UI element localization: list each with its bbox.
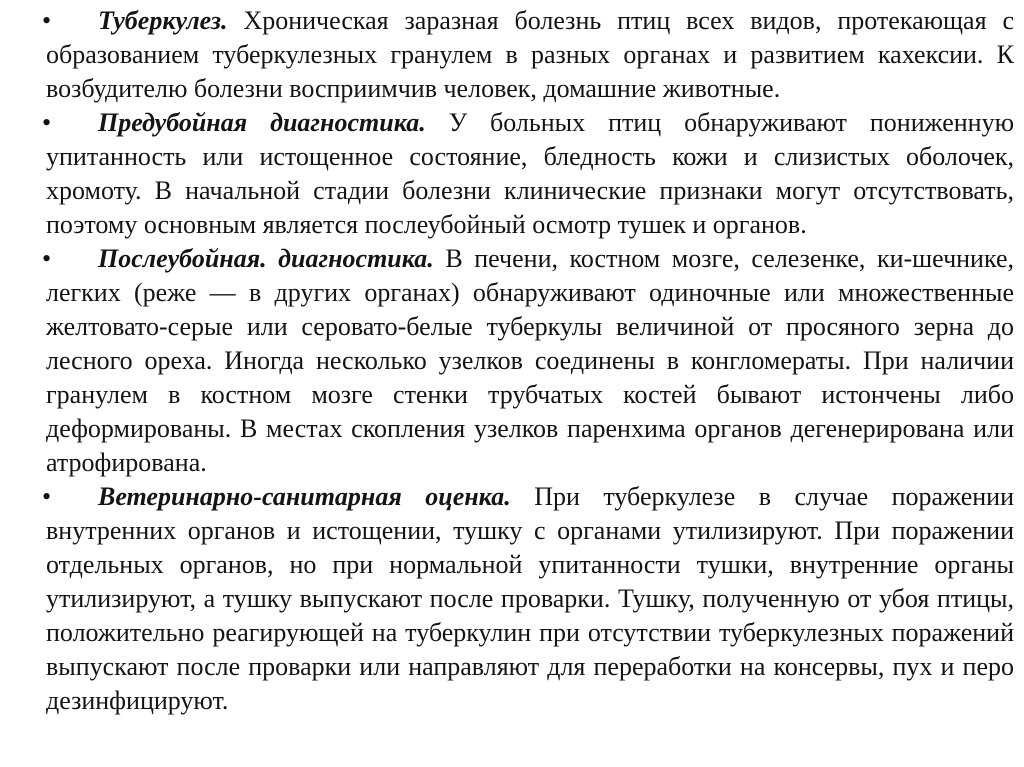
paragraph-term: Ветеринарно-санитарная оценка. (98, 482, 511, 511)
bullet-icon: • (42, 6, 52, 35)
paragraph-veterinary-sanitary-assessment (42, 480, 1014, 718)
paragraph-text: При туберкулезе в случае поражении внутренних органов и истощении, тушку с органами утилизируют. При поражении отдельных органов, но при нормальной упитанности тушки, внутренние органы утилизируют, а тушку выпускают после проварки. Тушку, полученную от убоя птицы, положительно реагирующей на туберкулин при отсутствии туберкулезных поражений выпускают после проварки или направляют для переработки на консервы, пух и перо дезинфицируют. (46, 482, 1014, 715)
paragraph-term: Предубойная диагностика. (98, 108, 426, 137)
bullet-icon: • (42, 482, 52, 511)
paragraph-text: В печени, костном мозге, селезенке, ки-шечнике, легких (реже — в других органах) обнаруживают одиночные или множественные желтовато-серые или серовато-белые туберкулы величиной от просяного зерна до лесного ореха. Иногда несколько узелков соединены в конгломераты. При наличии гранулем в костном мозге стенки трубчатых костей бывают истончены либо деформированы. В местах скопления узелков паренхима органов дегенерирована или атрофирована. (46, 244, 1014, 477)
paragraph-tuberculosis (42, 4, 1015, 106)
paragraph-term: Послеубойная. диагностика. (98, 244, 434, 273)
paragraph-post-slaughter-diagnostics (42, 242, 1014, 480)
paragraph-text: У больных птиц обнаруживают пониженную упитанность или истощенное состояние, бледность кожи и слизистых оболочек, хромоту. В начальной стадии болезни клинические признаки могут отсутствовать, поэтому основным является послеубойный осмотр тушек и органов. (46, 108, 1015, 239)
bullet-icon: • (42, 244, 52, 273)
paragraph-text: Хроническая заразная болезнь птиц всех видов, протекающая с образованием туберкулезных гранулем в разных органах и развитием кахексии. К возбудителю болезни восприимчив человек, домашние животные. (46, 6, 1015, 103)
paragraph-term: Туберкулез. (98, 6, 228, 35)
paragraph-pre-slaughter-diagnostics (42, 106, 1015, 242)
bullet-icon: • (42, 108, 52, 137)
